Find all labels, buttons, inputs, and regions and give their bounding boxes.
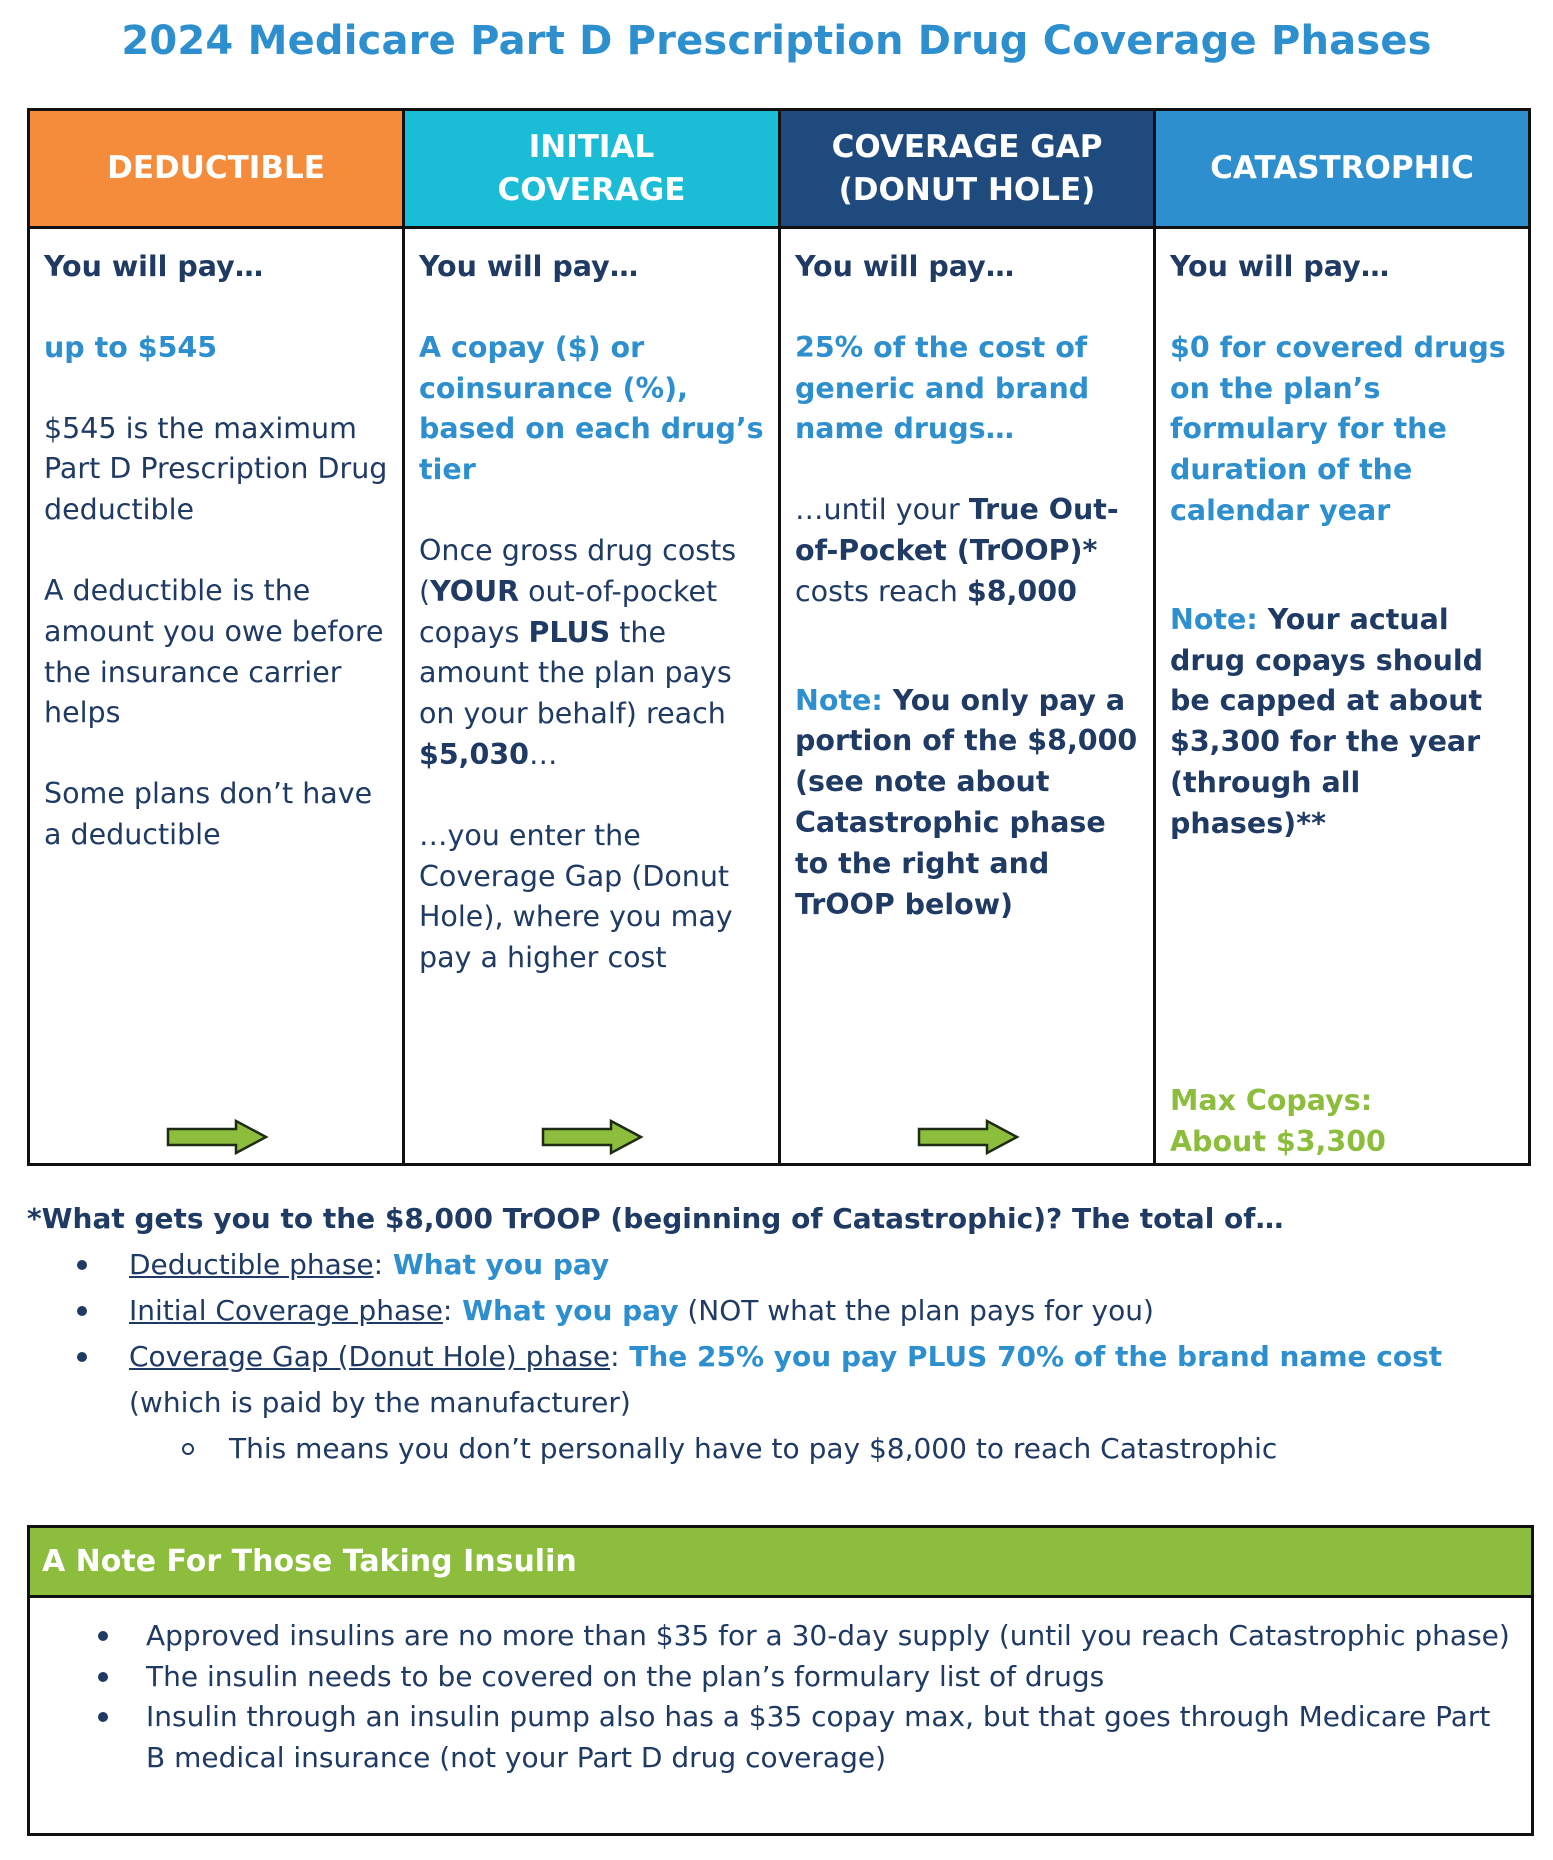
phase-table [27,108,1531,1166]
bullet-icon [77,1260,87,1270]
bullet-icon [98,1631,108,1641]
you-will-pay-label: You will pay… [419,250,639,283]
page-title: 2024 Medicare Part D Prescription Drug Coverage Phases [121,18,1432,64]
coverage-gap-text-1: …until your True Out-of-Pocket (TrOOP)* costs reach $8,000 [795,493,1119,608]
deductible-amount: up to $545 [44,330,218,364]
coverage-gap-amount: 25% of the cost of generic and brand name drugs… [795,330,1090,446]
bullet-icon [98,1672,108,1682]
next-phase-arrow-icon [166,1119,270,1155]
next-phase-arrow-icon [917,1119,1021,1155]
list-item: Approved insulins are no more than $35 for a 30-day supply (until you reach Catastrophic phase) [30,1616,1531,1657]
deductible-column [30,229,405,1163]
troop-section [27,1196,1537,1472]
hollow-bullet-icon [182,1443,194,1455]
coverage-gap-column [781,229,1156,1163]
list-item: Deductible phase: What you pay [27,1242,1537,1288]
troop-question: *What gets you to the $8,000 TrOOP (beginning of Catastrophic)? The total of… [27,1202,1284,1235]
list-item: Coverage Gap (Donut Hole) phase: The 25% you pay PLUS 70% of the brand name cost (which is paid by the manufacturer) [27,1334,1537,1426]
insulin-note-box [27,1525,1534,1836]
catastrophic-amount: $0 for covered drugs on the plan’s formulary for the duration of the calendar year [1170,330,1506,527]
initial-coverage-text-1: Once gross drug costs (YOUR out-of-pocket copays PLUS the amount the plan pays on your behalf) reach $5,030… [419,533,737,771]
bullet-icon [77,1306,87,1316]
insulin-list [30,1598,1531,1778]
troop-list [27,1242,1537,1472]
bullet-icon [77,1352,87,1362]
catastrophic-note: Note: Your actual drug copays should be capped at about $3,300 for the year (through all phases)** [1170,602,1484,840]
initial-coverage-text-2: …you enter the Coverage Gap (Donut Hole), where you may pay a higher cost [419,818,733,975]
next-phase-arrow-icon [541,1119,645,1155]
catastrophic-column [1156,229,1528,1163]
deductible-header: DEDUCTIBLE [30,111,405,229]
list-item: Initial Coverage phase: What you pay (NOT what the plan pays for you) [27,1288,1537,1334]
you-will-pay-label: You will pay… [795,250,1015,283]
sub-list-item: This means you don’t personally have to pay $8,000 to reach Catastrophic [27,1426,1537,1472]
initial-coverage-amount: A copay ($) or coinsurance (%), based on each drug’s tier [419,330,764,487]
coverage-gap-header: COVERAGE GAP (DONUT HOLE) [781,111,1156,229]
max-copays: Max Copays: About $3,300 [1170,1084,1386,1158]
list-item: The insulin needs to be covered on the plan’s formulary list of drugs [30,1657,1531,1698]
initial-coverage-header: INITIAL COVERAGE [405,111,781,229]
list-item: Insulin through an insulin pump also has a $35 copay max, but that goes through Medicare Part B medical insurance (not your Part D drug coverage) [30,1697,1531,1778]
insulin-note-heading: A Note For Those Taking Insulin [30,1528,1531,1598]
deductible-text-3: Some plans don’t have a deductible [44,777,373,851]
deductible-text-2: A deductible is the amount you owe before the insurance carrier helps [44,573,384,730]
initial-coverage-column [405,229,781,1163]
catastrophic-header: CATASTROPHIC [1156,111,1528,229]
you-will-pay-label: You will pay… [44,250,264,283]
bullet-icon [98,1712,108,1722]
coverage-gap-note: Note: You only pay a portion of the $8,000 (see note about Catastrophic phase to the right and TrOOP below) [795,683,1138,921]
deductible-text-1: $545 is the maximum Part D Prescription Drug deductible [44,411,388,527]
you-will-pay-label: You will pay… [1170,250,1390,283]
